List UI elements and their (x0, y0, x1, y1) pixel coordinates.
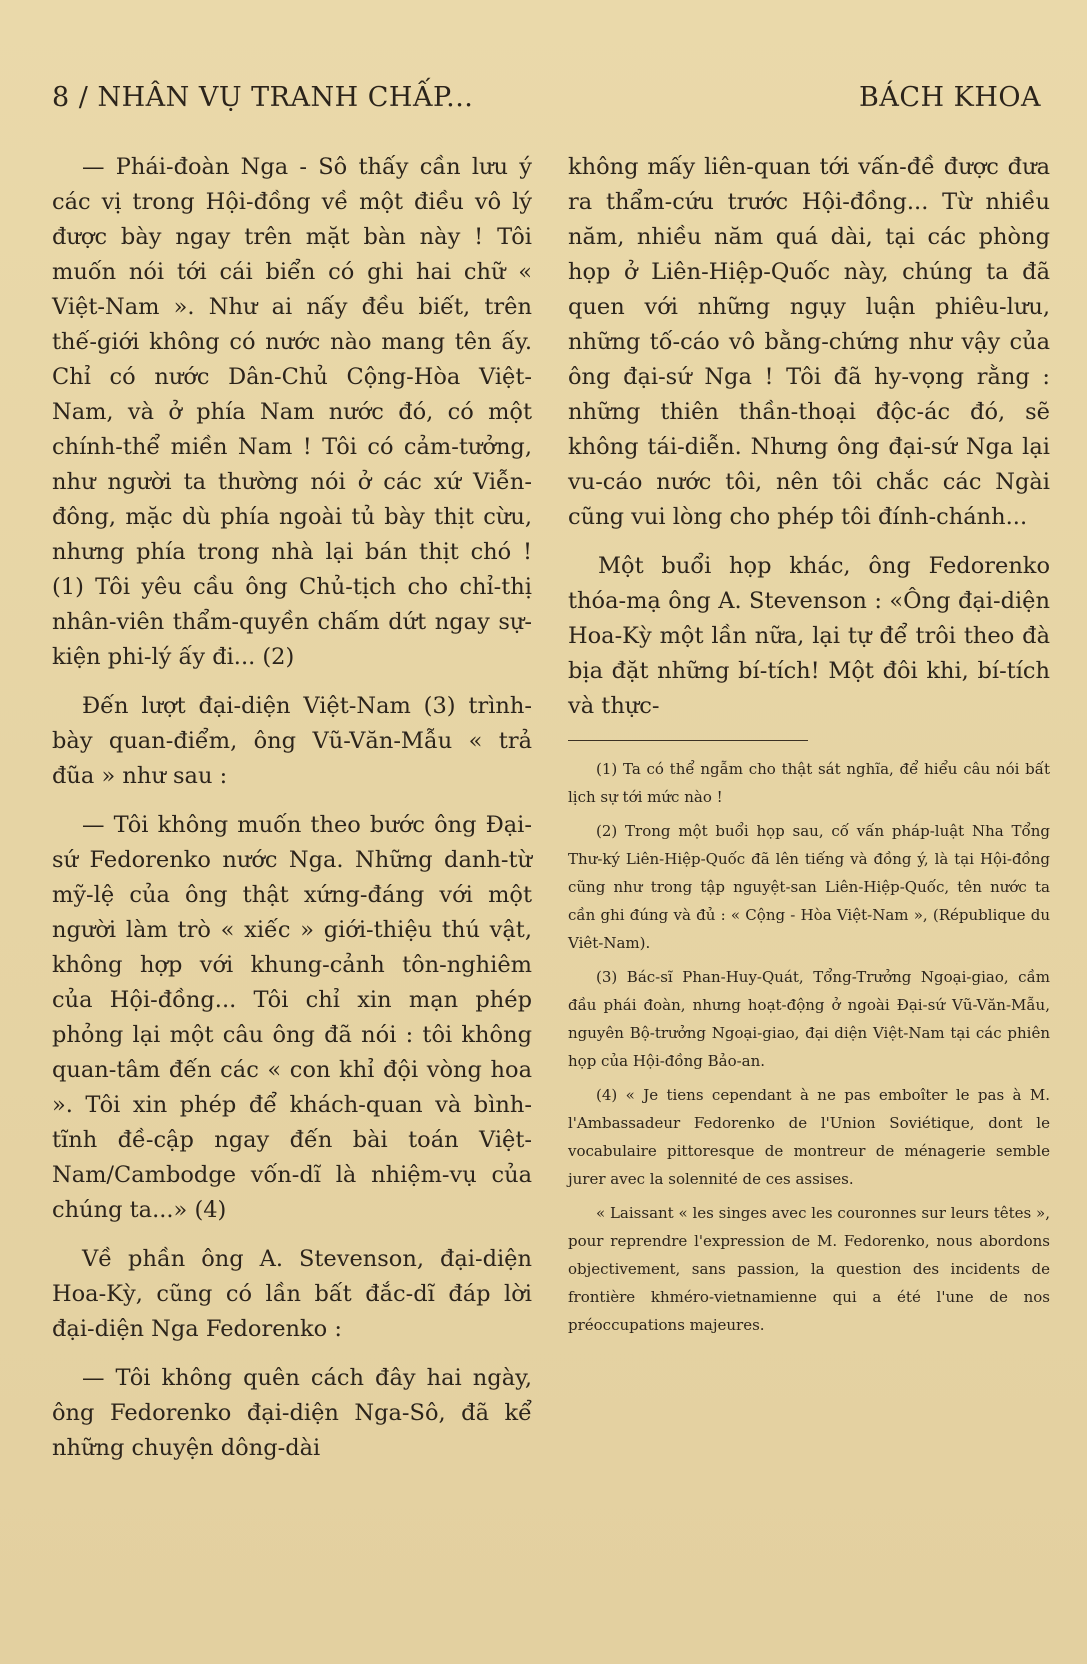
footnote-2: (2) Trong một buổi họp sau, cố vấn pháp-luật Nha Tổng Thư-ký Liên-Hiệp-Quốc đã lên tiếng và đồng ý, là tại Hội-đồng cũng như trong tập nguyệt-san Liên-Hiệp-Quốc, tên nước ta cần ghi đúng và đủ : « Cộng - Hòa Việt-Nam », (République du Viêt-Nam). (568, 822, 1050, 952)
footnote-4-continued: « Laissant « les singes avec les couronnes sur leurs têtes », pour reprendre l'expression de M. Fedorenko, nous abordons objectivement, sans passion, la question des incidents de frontière khméro-vietnamienne qui a été l'une de nos préoccupations majeures. (568, 1204, 1050, 1334)
paragraph-soviet-statement: — Phái-đoàn Nga - Sô thấy cần lưu ý các vị trong Hội-đồng về một điều vô lý được bày ngay trên mặt bàn này ! Tôi muốn nói tới cái biển có ghi hai chữ « Việt-Nam ». Như ai nấy đều biết, trên thế-giới không có nước nào mang tên ấy. Chỉ có nước Dân-Chủ Cộng-Hòa Việt-Nam, và ở phía Nam nước đó, có một chính-thể miền Nam ! Tôi có cảm-tưởng, như người ta thường nói ở các xứ Viễn-đông, mặc dù phía ngoài tủ bày thịt cừu, nhưng phía trong nhà lại bán thịt chó ! (1) Tôi yêu cầu ông Chủ-tịch cho chỉ-thị nhân-viên thẩm-quyền chấm dứt ngay sự-kiện phi-lý ấy đi... (2) (52, 154, 532, 670)
running-header (52, 82, 1041, 122)
paragraph-fedorenko-insult: Một buổi họp khác, ông Fedorenko thóa-mạ ông A. Stevenson : «Ông đại-diện Hoa-Kỳ một lần nữa, lại tự để trôi theo đà bịa đặt những bí-tích! Một đôi khi, bí-tích và thực- (568, 553, 1050, 719)
footnote-4: (4) « Je tiens cependant à ne pas emboîter le pas à M. l'Ambassadeur Fedorenko de l'Union Soviétique, dont le vocabulaire pittoresque de montreur de ménagerie semble jurer avec la solennité de ces assises. (568, 1086, 1050, 1188)
footnote-divider (568, 740, 808, 741)
paragraph-stevenson-reply: — Tôi không quên cách đây hai ngày, ông Fedorenko đại-diện Nga-Sô, đã kể những chuyện dông-dài (52, 1365, 532, 1461)
paragraph-vietnam-turn: Đến lượt đại-diện Việt-Nam (3) trình-bày quan-điểm, ông Vũ-Văn-Mẫu « trả đũa » như sau : (52, 693, 532, 789)
footnote-3: (3) Bác-sĩ Phan-Huy-Quát, Tổng-Trưởng Ngoại-giao, cầm đầu phái đoàn, nhưng hoạt-động ở ngoài Đại-sứ Vũ-Văn-Mẫu, nguyên Bộ-trưởng Ngoại-giao, đại diện Việt-Nam tại các phiên họp của Hội-đồng Bảo-an. (568, 968, 1050, 1070)
header-page-and-title: 8 / NHÂN VỤ TRANH CHẤP... (52, 82, 474, 113)
left-column (52, 150, 532, 1466)
paragraph-vietnam-reply: — Tôi không muốn theo bước ông Đại-sứ Fedorenko nước Nga. Những danh-từ mỹ-lệ của ông thật xứng-đáng với một người làm trò « xiếc » giới-thiệu thú vật, không hợp với khung-cảnh tôn-nghiêm của Hội-đồng... Tôi chỉ xin mạn phép phỏng lại một câu ông đã nói : tôi không quan-tâm đến các « con khỉ đội vòng hoa ». Tôi xin phép để khách-quan và bình-tĩnh đề-cập ngay đến bài toán Việt-Nam/Cambodge vốn-dĩ là nhiệm-vụ của chúng ta...» (4) (52, 812, 532, 1223)
header-magazine-name: BÁCH KHOA (859, 82, 1041, 113)
paragraph-stevenson-continued: không mấy liên-quan tới vấn-đề được đưa ra thẩm-cứu trước Hội-đồng... Từ nhiều năm, nhiều năm quá dài, tại các phòng họp ở Liên-Hiệp-Quốc này, chúng ta đã quen với những ngụy luận phiêu-lưu, những tố-cáo vô bằng-chứng như vậy của ông đại-sứ Nga ! Tôi đã hy-vọng rằng : những thiên thần-thoại độc-ác đó, sẽ không tái-diễn. Nhưng ông đại-sứ Nga lại vu-cáo nước tôi, nên tôi chắc các Ngài cũng vui lòng cho phép tôi đính-chánh... (568, 154, 1050, 530)
paragraph-stevenson-intro: Về phần ông A. Stevenson, đại-diện Hoa-Kỳ, cũng có lần bất đắc-dĩ đáp lời đại-diện Nga Fedorenko : (52, 1246, 532, 1342)
footnote-1: (1) Ta có thể ngẫm cho thật sát nghĩa, để hiểu câu nói bất lịch sự tới mức nào ! (568, 760, 1050, 806)
right-column (568, 150, 1050, 1345)
